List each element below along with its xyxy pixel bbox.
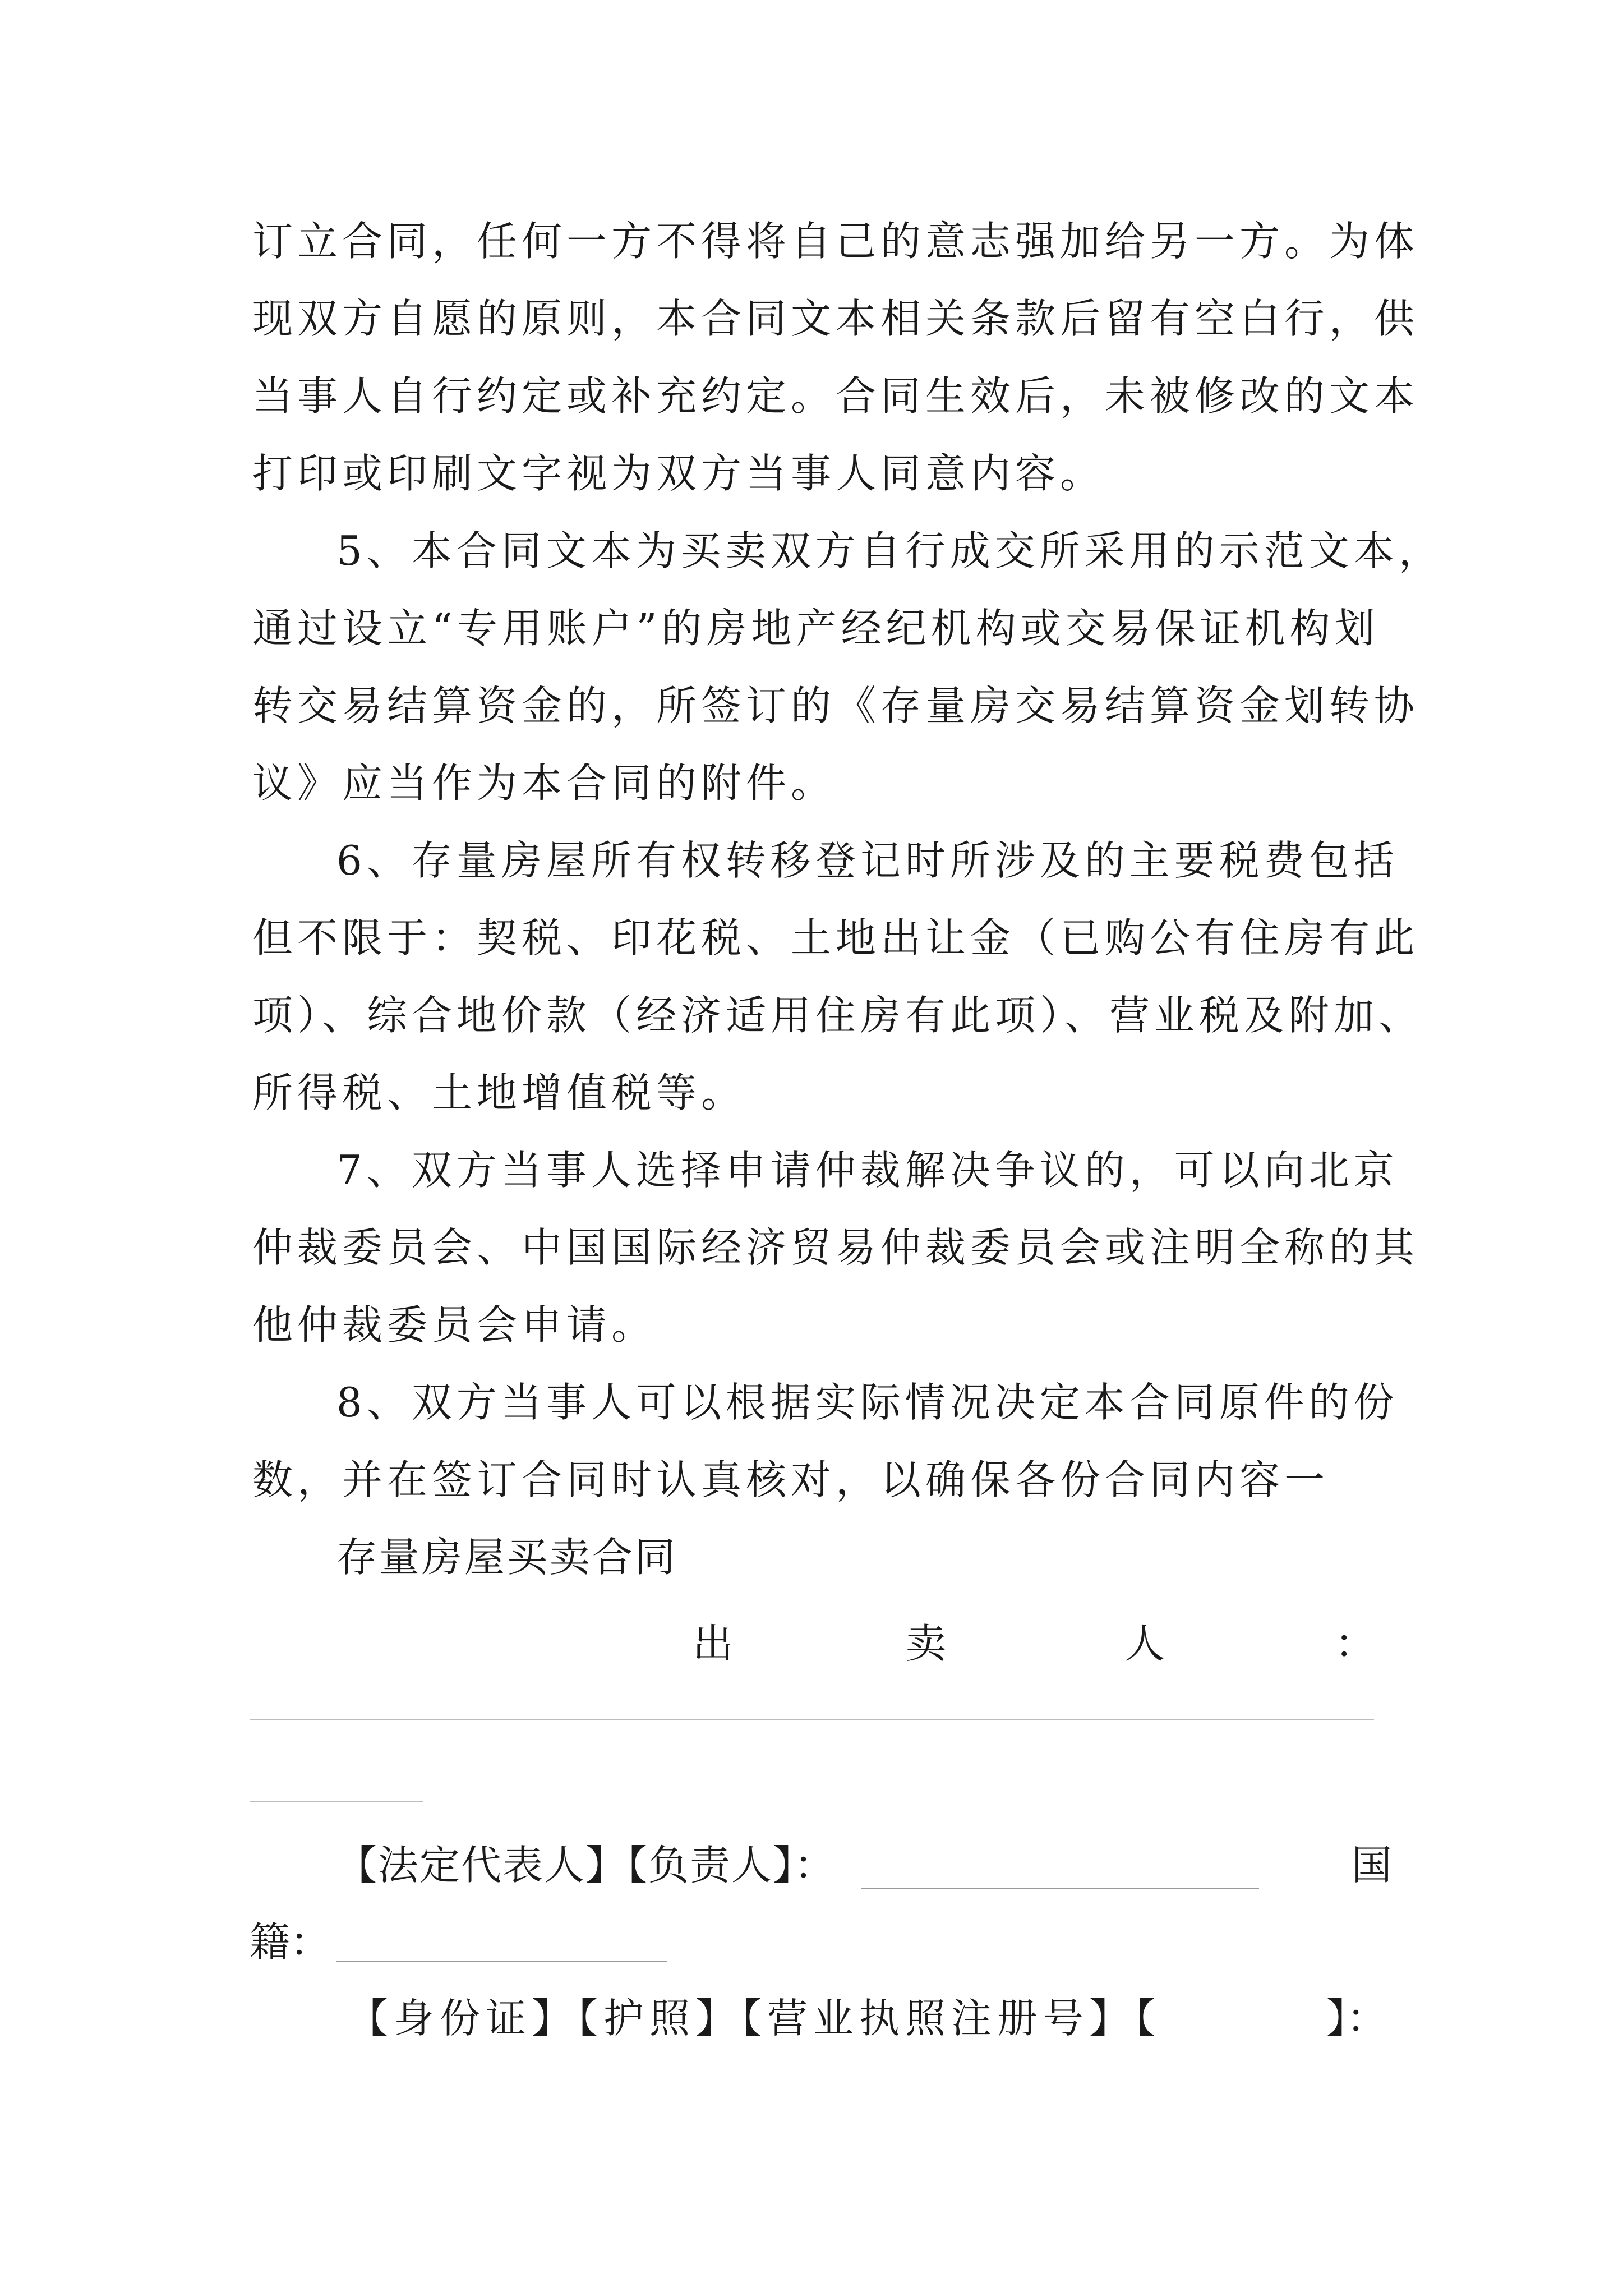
representative-blank[interactable] bbox=[861, 1888, 1259, 1889]
clause-6-line: 项）、综合地价款（经济适用住房有此项）、营业税及附加、 bbox=[252, 992, 1424, 1039]
seller-label-char: 人 bbox=[1124, 1620, 1165, 1667]
paragraph-line: 订立合同，任何一方不得将自己的意志强加给另一方。为体 bbox=[252, 218, 1419, 265]
id-document-label-end: 】： bbox=[1326, 1995, 1387, 2042]
clause-7-line: 他仲裁委员会申请。 bbox=[252, 1301, 657, 1349]
clause-5-line: 5、本合同文本为买卖双方自行成交所采用的示范文本， bbox=[336, 527, 1444, 574]
seller-blank-line[interactable] bbox=[250, 1719, 1374, 1720]
seller-blank-line-continued[interactable] bbox=[250, 1801, 423, 1802]
clause-6-line: 但不限于：契税、印花税、土地出让金（已购公有住房有此 bbox=[252, 914, 1419, 961]
representative-label: 【法定代表人】【负责人】： bbox=[336, 1842, 836, 1889]
id-document-label: 【身份证】【护照】【营业执照注册号】【 bbox=[348, 1995, 1161, 2042]
nationality-label-part2: 籍： bbox=[250, 1918, 331, 1966]
clause-6-line: 6、存量房屋所有权转移登记时所涉及的主要税费包括 bbox=[336, 837, 1399, 884]
paragraph-line: 当事人自行约定或补充约定。合同生效后，未被修改的文本 bbox=[252, 372, 1419, 420]
nationality-label-part1: 国 bbox=[1352, 1842, 1393, 1889]
seller-label-char: 卖 bbox=[906, 1620, 947, 1667]
nationality-blank[interactable] bbox=[336, 1961, 667, 1962]
clause-5-line: 通过设立“专用账户”的房地产经纪机构或交易保证机构划 bbox=[252, 605, 1380, 652]
seller-label-char: 出 bbox=[693, 1620, 734, 1667]
paragraph-line: 现双方自愿的原则，本合同文本相关条款后留有空白行，供 bbox=[252, 295, 1419, 342]
contract-title: 存量房屋买卖合同 bbox=[336, 1534, 678, 1581]
clause-7-line: 仲裁委员会、中国国际经济贸易仲裁委员会或注明全称的其 bbox=[252, 1224, 1419, 1271]
clause-6-line: 所得税、土地增值税等。 bbox=[252, 1069, 746, 1116]
seller-label-colon: ： bbox=[1335, 1620, 1376, 1667]
clause-7-line: 7、双方当事人选择申请仲裁解决争议的，可以向北京 bbox=[336, 1147, 1399, 1194]
clause-5-line: 转交易结算资金的，所签订的《存量房交易结算资金划转协 bbox=[252, 682, 1419, 729]
clause-5-line: 议》应当作为本合同的附件。 bbox=[252, 760, 836, 807]
clause-8-line: 8、双方当事人可以根据实际情况决定本合同原件的份 bbox=[336, 1379, 1399, 1426]
paragraph-line: 打印或印刷文字视为双方当事人同意内容。 bbox=[252, 450, 1105, 497]
clause-8-line: 数，并在签订合同时认真核对，以确保各份合同内容一 bbox=[252, 1456, 1330, 1503]
